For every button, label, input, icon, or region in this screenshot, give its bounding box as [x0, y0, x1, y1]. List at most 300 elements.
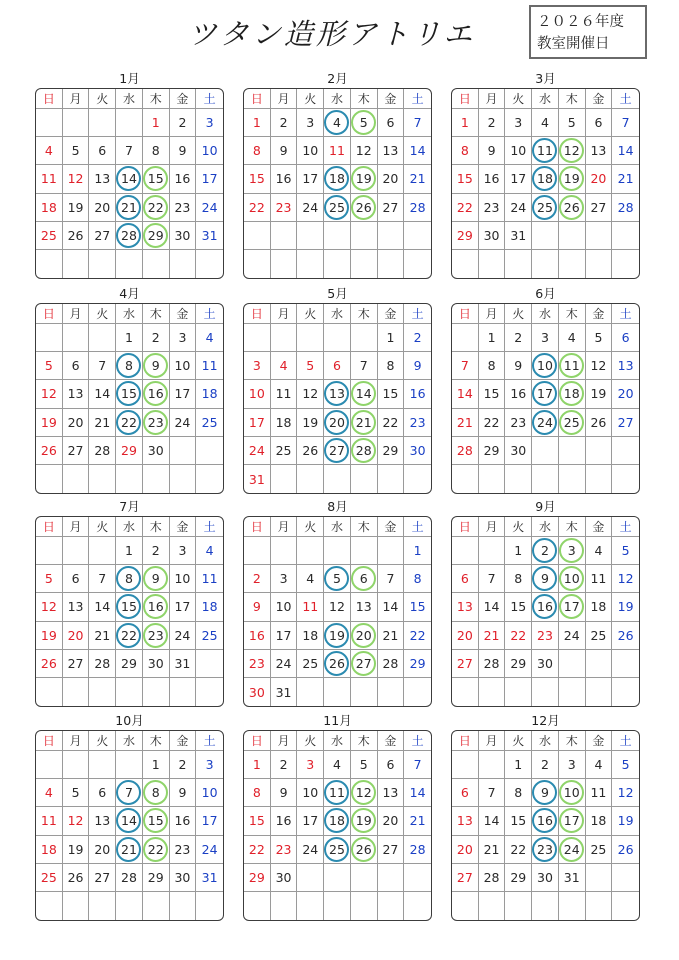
- empty-cell: [196, 250, 223, 278]
- empty-cell: [351, 537, 378, 565]
- day-number: 10: [248, 386, 265, 402]
- day-number: 26: [617, 841, 634, 857]
- day-number: 29: [483, 442, 500, 458]
- day-number: 22: [510, 841, 527, 857]
- day-number: 12: [617, 571, 634, 587]
- day-cell: [479, 165, 506, 193]
- empty-cell: [351, 678, 378, 706]
- day-number: 30: [409, 442, 426, 458]
- day-cell: [271, 194, 298, 222]
- day-cell: [63, 222, 90, 250]
- empty-cell: [378, 250, 405, 278]
- day-number: 9: [279, 143, 288, 159]
- day-number: 18: [537, 171, 553, 187]
- empty-cell: [532, 250, 559, 278]
- empty-cell: [36, 892, 63, 920]
- day-cell: [479, 836, 506, 864]
- month-grid: [451, 730, 640, 921]
- day-cell: [89, 194, 116, 222]
- day-number: 16: [275, 171, 292, 187]
- day-cell: [404, 137, 431, 165]
- day-cell: [36, 650, 63, 678]
- day-cell: [89, 779, 116, 807]
- day-number: 30: [248, 684, 265, 700]
- weekday-header: 金: [378, 731, 405, 751]
- empty-cell: [612, 650, 639, 678]
- day-cell: [532, 194, 559, 222]
- empty-cell: [452, 892, 479, 920]
- day-cell: [532, 864, 559, 892]
- day-cell: [36, 864, 63, 892]
- day-cell: [196, 622, 223, 650]
- day-cell: [479, 779, 506, 807]
- empty-cell: [586, 250, 613, 278]
- day-number: 24: [201, 199, 218, 215]
- month-title: 2月: [327, 71, 348, 86]
- day-cell: [143, 864, 170, 892]
- empty-cell: [63, 751, 90, 779]
- day-number: 29: [382, 442, 399, 458]
- day-cell: [170, 593, 197, 621]
- day-cell: [404, 324, 431, 352]
- day-cell: [271, 352, 298, 380]
- weekday-header: 水: [324, 89, 351, 109]
- day-number: 12: [40, 599, 57, 615]
- day-cell: [586, 324, 613, 352]
- day-number: 13: [590, 143, 607, 159]
- empty-cell: [196, 678, 223, 706]
- day-cell: [116, 864, 143, 892]
- empty-cell: [505, 678, 532, 706]
- day-cell: [271, 593, 298, 621]
- day-number: 13: [94, 171, 111, 187]
- day-cell: [612, 324, 639, 352]
- day-number: 3: [567, 543, 576, 559]
- day-number: 17: [201, 171, 218, 187]
- day-cell: [532, 324, 559, 352]
- day-number: 19: [302, 414, 319, 430]
- day-number: 27: [329, 442, 345, 458]
- day-number: 31: [248, 471, 265, 487]
- weekday-header: 木: [351, 731, 378, 751]
- day-number: 2: [541, 543, 549, 559]
- day-cell: [116, 807, 143, 835]
- day-cell: [452, 109, 479, 137]
- day-number: 28: [382, 655, 399, 671]
- weekday-header: 木: [559, 304, 586, 324]
- day-cell: [244, 807, 271, 835]
- empty-cell: [378, 465, 405, 493]
- day-number: 11: [201, 358, 218, 374]
- day-cell: [378, 352, 405, 380]
- day-number: 11: [563, 358, 580, 374]
- day-number: 1: [151, 757, 160, 773]
- day-number: 16: [147, 386, 164, 402]
- day-number: 29: [456, 227, 473, 243]
- day-number: 18: [590, 813, 607, 829]
- empty-cell: [271, 222, 298, 250]
- day-number: 26: [40, 442, 57, 458]
- day-number: 25: [40, 227, 57, 243]
- day-cell: [36, 380, 63, 408]
- month-calendar: [243, 712, 432, 921]
- empty-cell: [297, 222, 324, 250]
- day-number: 4: [594, 543, 603, 559]
- day-number: 9: [541, 571, 549, 587]
- weekday-header: 土: [196, 89, 223, 109]
- weekday-header: 火: [89, 304, 116, 324]
- day-cell: [143, 165, 170, 193]
- weekday-header: 日: [244, 304, 271, 324]
- weekday-header: 金: [378, 304, 405, 324]
- weekday-header: 水: [116, 517, 143, 537]
- day-number: 8: [514, 785, 523, 801]
- empty-cell: [116, 678, 143, 706]
- month-calendar: [35, 70, 224, 279]
- empty-cell: [559, 465, 586, 493]
- empty-cell: [324, 678, 351, 706]
- day-number: 11: [275, 386, 292, 402]
- day-cell: [244, 836, 271, 864]
- day-cell: [612, 109, 639, 137]
- weekday-header: 金: [378, 89, 405, 109]
- day-cell: [36, 779, 63, 807]
- weekday-header: 金: [586, 517, 613, 537]
- empty-cell: [378, 678, 405, 706]
- day-cell: [271, 437, 298, 465]
- day-number: 12: [355, 143, 372, 159]
- day-number: 4: [306, 571, 315, 587]
- day-number: 24: [248, 442, 265, 458]
- day-number: 15: [121, 386, 137, 402]
- day-cell: [452, 437, 479, 465]
- weekday-header: 日: [244, 731, 271, 751]
- day-cell: [170, 779, 197, 807]
- day-number: 20: [382, 171, 399, 187]
- day-cell: [297, 352, 324, 380]
- day-number: 14: [409, 785, 426, 801]
- empty-cell: [36, 109, 63, 137]
- day-cell: [271, 137, 298, 165]
- day-cell: [612, 836, 639, 864]
- day-number: 6: [333, 358, 341, 374]
- day-cell: [404, 380, 431, 408]
- day-cell: [559, 165, 586, 193]
- day-cell: [404, 593, 431, 621]
- empty-cell: [244, 222, 271, 250]
- day-cell: [271, 779, 298, 807]
- day-cell: [479, 409, 506, 437]
- day-number: 20: [67, 414, 84, 430]
- weekday-header: 土: [404, 517, 431, 537]
- day-number: 4: [205, 543, 214, 559]
- day-cell: [351, 437, 378, 465]
- empty-cell: [297, 537, 324, 565]
- day-number: 13: [456, 813, 473, 829]
- weekday-header: 日: [452, 517, 479, 537]
- day-number: 31: [201, 869, 218, 885]
- day-cell: [244, 352, 271, 380]
- day-cell: [586, 194, 613, 222]
- day-number: 30: [275, 869, 292, 885]
- month-grid: [243, 88, 432, 279]
- day-number: 16: [537, 599, 553, 615]
- empty-cell: [612, 678, 639, 706]
- day-number: 11: [40, 813, 57, 829]
- day-cell: [36, 437, 63, 465]
- day-cell: [404, 409, 431, 437]
- day-cell: [170, 836, 197, 864]
- day-cell: [452, 165, 479, 193]
- empty-cell: [324, 864, 351, 892]
- month-title: 8月: [327, 499, 348, 514]
- day-cell: [116, 537, 143, 565]
- day-number: 4: [333, 757, 341, 773]
- day-number: 15: [409, 599, 426, 615]
- day-number: 10: [537, 358, 553, 374]
- day-number: 31: [510, 227, 527, 243]
- day-number: 21: [456, 414, 473, 430]
- day-number: 7: [621, 115, 630, 131]
- weekday-header: 木: [351, 89, 378, 109]
- day-cell: [196, 836, 223, 864]
- weekday-header: 火: [297, 304, 324, 324]
- day-cell: [612, 779, 639, 807]
- day-number: 1: [514, 757, 523, 773]
- day-number: 21: [617, 171, 634, 187]
- day-cell: [559, 352, 586, 380]
- day-cell: [452, 650, 479, 678]
- empty-cell: [351, 250, 378, 278]
- day-number: 5: [44, 571, 53, 587]
- day-number: 4: [594, 757, 603, 773]
- day-number: 26: [329, 655, 345, 671]
- day-cell: [559, 565, 586, 593]
- empty-cell: [63, 678, 90, 706]
- day-number: 18: [201, 386, 218, 402]
- day-cell: [244, 380, 271, 408]
- day-number: 14: [483, 599, 500, 615]
- day-number: 28: [456, 442, 473, 458]
- day-cell: [479, 324, 506, 352]
- day-cell: [89, 593, 116, 621]
- day-cell: [89, 380, 116, 408]
- day-number: 24: [174, 414, 191, 430]
- day-number: 2: [514, 330, 523, 346]
- empty-cell: [36, 537, 63, 565]
- day-number: 7: [125, 143, 133, 159]
- day-number: 22: [121, 414, 137, 430]
- day-number: 27: [67, 442, 84, 458]
- weekday-header: 水: [116, 731, 143, 751]
- day-number: 22: [147, 841, 164, 857]
- day-cell: [196, 593, 223, 621]
- day-number: 8: [460, 143, 469, 159]
- empty-cell: [271, 892, 298, 920]
- day-cell: [324, 137, 351, 165]
- day-number: 16: [174, 813, 191, 829]
- day-number: 28: [121, 869, 137, 885]
- day-cell: [324, 650, 351, 678]
- day-number: 9: [487, 143, 496, 159]
- weekday-header: 土: [612, 89, 639, 109]
- day-cell: [404, 650, 431, 678]
- day-cell: [116, 779, 143, 807]
- weekday-header: 金: [170, 731, 197, 751]
- weekday-header: 水: [324, 731, 351, 751]
- day-cell: [351, 622, 378, 650]
- day-number: 13: [355, 599, 372, 615]
- weekday-header: 水: [324, 304, 351, 324]
- day-number: 16: [483, 171, 500, 187]
- empty-cell: [612, 222, 639, 250]
- empty-cell: [404, 892, 431, 920]
- day-cell: [586, 537, 613, 565]
- day-number: 30: [147, 442, 164, 458]
- empty-cell: [89, 678, 116, 706]
- day-number: 12: [355, 785, 372, 801]
- empty-cell: [559, 437, 586, 465]
- day-number: 9: [413, 358, 422, 374]
- day-cell: [586, 380, 613, 408]
- day-cell: [244, 650, 271, 678]
- day-number: 5: [71, 785, 80, 801]
- day-number: 7: [460, 358, 469, 374]
- day-number: 29: [121, 655, 137, 671]
- day-cell: [351, 137, 378, 165]
- day-number: 19: [617, 813, 634, 829]
- day-cell: [324, 437, 351, 465]
- empty-cell: [559, 678, 586, 706]
- day-cell: [586, 409, 613, 437]
- day-number: 8: [252, 785, 261, 801]
- empty-cell: [586, 678, 613, 706]
- month-grid: [243, 303, 432, 494]
- empty-cell: [324, 250, 351, 278]
- weekday-header: 火: [297, 731, 324, 751]
- day-number: 5: [44, 358, 53, 374]
- day-cell: [351, 650, 378, 678]
- day-cell: [89, 165, 116, 193]
- day-cell: [271, 409, 298, 437]
- day-number: 17: [537, 386, 553, 402]
- weekday-header: 土: [404, 304, 431, 324]
- day-number: 14: [94, 386, 111, 402]
- day-number: 23: [409, 414, 426, 430]
- day-cell: [297, 565, 324, 593]
- day-cell: [196, 751, 223, 779]
- day-cell: [378, 565, 405, 593]
- day-cell: [63, 593, 90, 621]
- day-cell: [586, 593, 613, 621]
- empty-cell: [89, 465, 116, 493]
- empty-cell: [36, 250, 63, 278]
- empty-cell: [404, 678, 431, 706]
- weekday-header: 火: [89, 517, 116, 537]
- weekday-header: 土: [196, 517, 223, 537]
- day-number: 14: [382, 599, 399, 615]
- day-number: 10: [302, 143, 319, 159]
- day-number: 4: [279, 358, 288, 374]
- day-cell: [196, 864, 223, 892]
- day-cell: [452, 622, 479, 650]
- empty-cell: [404, 222, 431, 250]
- day-cell: [378, 779, 405, 807]
- empty-cell: [116, 892, 143, 920]
- day-number: 14: [483, 813, 500, 829]
- day-number: 27: [456, 655, 473, 671]
- day-number: 3: [306, 757, 315, 773]
- day-number: 14: [617, 143, 634, 159]
- day-cell: [170, 565, 197, 593]
- day-cell: [559, 864, 586, 892]
- day-number: 10: [563, 785, 580, 801]
- empty-cell: [404, 864, 431, 892]
- weekday-header: 土: [612, 517, 639, 537]
- day-cell: [36, 222, 63, 250]
- day-cell: [297, 807, 324, 835]
- day-cell: [63, 409, 90, 437]
- day-number: 10: [174, 571, 191, 587]
- empty-cell: [196, 437, 223, 465]
- day-cell: [378, 650, 405, 678]
- day-cell: [297, 194, 324, 222]
- day-number: 26: [355, 841, 372, 857]
- day-number: 29: [510, 869, 527, 885]
- day-number: 24: [302, 199, 319, 215]
- month-calendar: [243, 285, 432, 494]
- empty-cell: [324, 892, 351, 920]
- empty-cell: [479, 465, 506, 493]
- day-cell: [89, 807, 116, 835]
- day-cell: [297, 165, 324, 193]
- day-cell: [89, 137, 116, 165]
- day-number: 3: [178, 330, 187, 346]
- day-cell: [244, 437, 271, 465]
- empty-cell: [244, 250, 271, 278]
- day-number: 2: [487, 115, 496, 131]
- day-number: 4: [205, 330, 214, 346]
- day-cell: [404, 622, 431, 650]
- day-number: 25: [275, 442, 292, 458]
- empty-cell: [244, 324, 271, 352]
- day-number: 8: [151, 785, 160, 801]
- day-cell: [452, 409, 479, 437]
- day-number: 21: [483, 627, 500, 643]
- empty-cell: [271, 324, 298, 352]
- month-calendar: [243, 70, 432, 279]
- day-number: 5: [359, 757, 368, 773]
- day-number: 4: [44, 143, 53, 159]
- day-number: 14: [94, 599, 111, 615]
- day-cell: [479, 222, 506, 250]
- day-cell: [532, 622, 559, 650]
- day-number: 2: [279, 115, 288, 131]
- day-cell: [116, 137, 143, 165]
- empty-cell: [143, 250, 170, 278]
- day-number: 6: [594, 115, 603, 131]
- empty-cell: [452, 250, 479, 278]
- day-cell: [612, 751, 639, 779]
- day-number: 2: [151, 543, 160, 559]
- day-cell: [586, 565, 613, 593]
- day-number: 8: [151, 143, 160, 159]
- day-cell: [505, 650, 532, 678]
- day-number: 11: [201, 571, 218, 587]
- empty-cell: [586, 437, 613, 465]
- day-number: 26: [40, 655, 57, 671]
- month-title: 9月: [535, 499, 556, 514]
